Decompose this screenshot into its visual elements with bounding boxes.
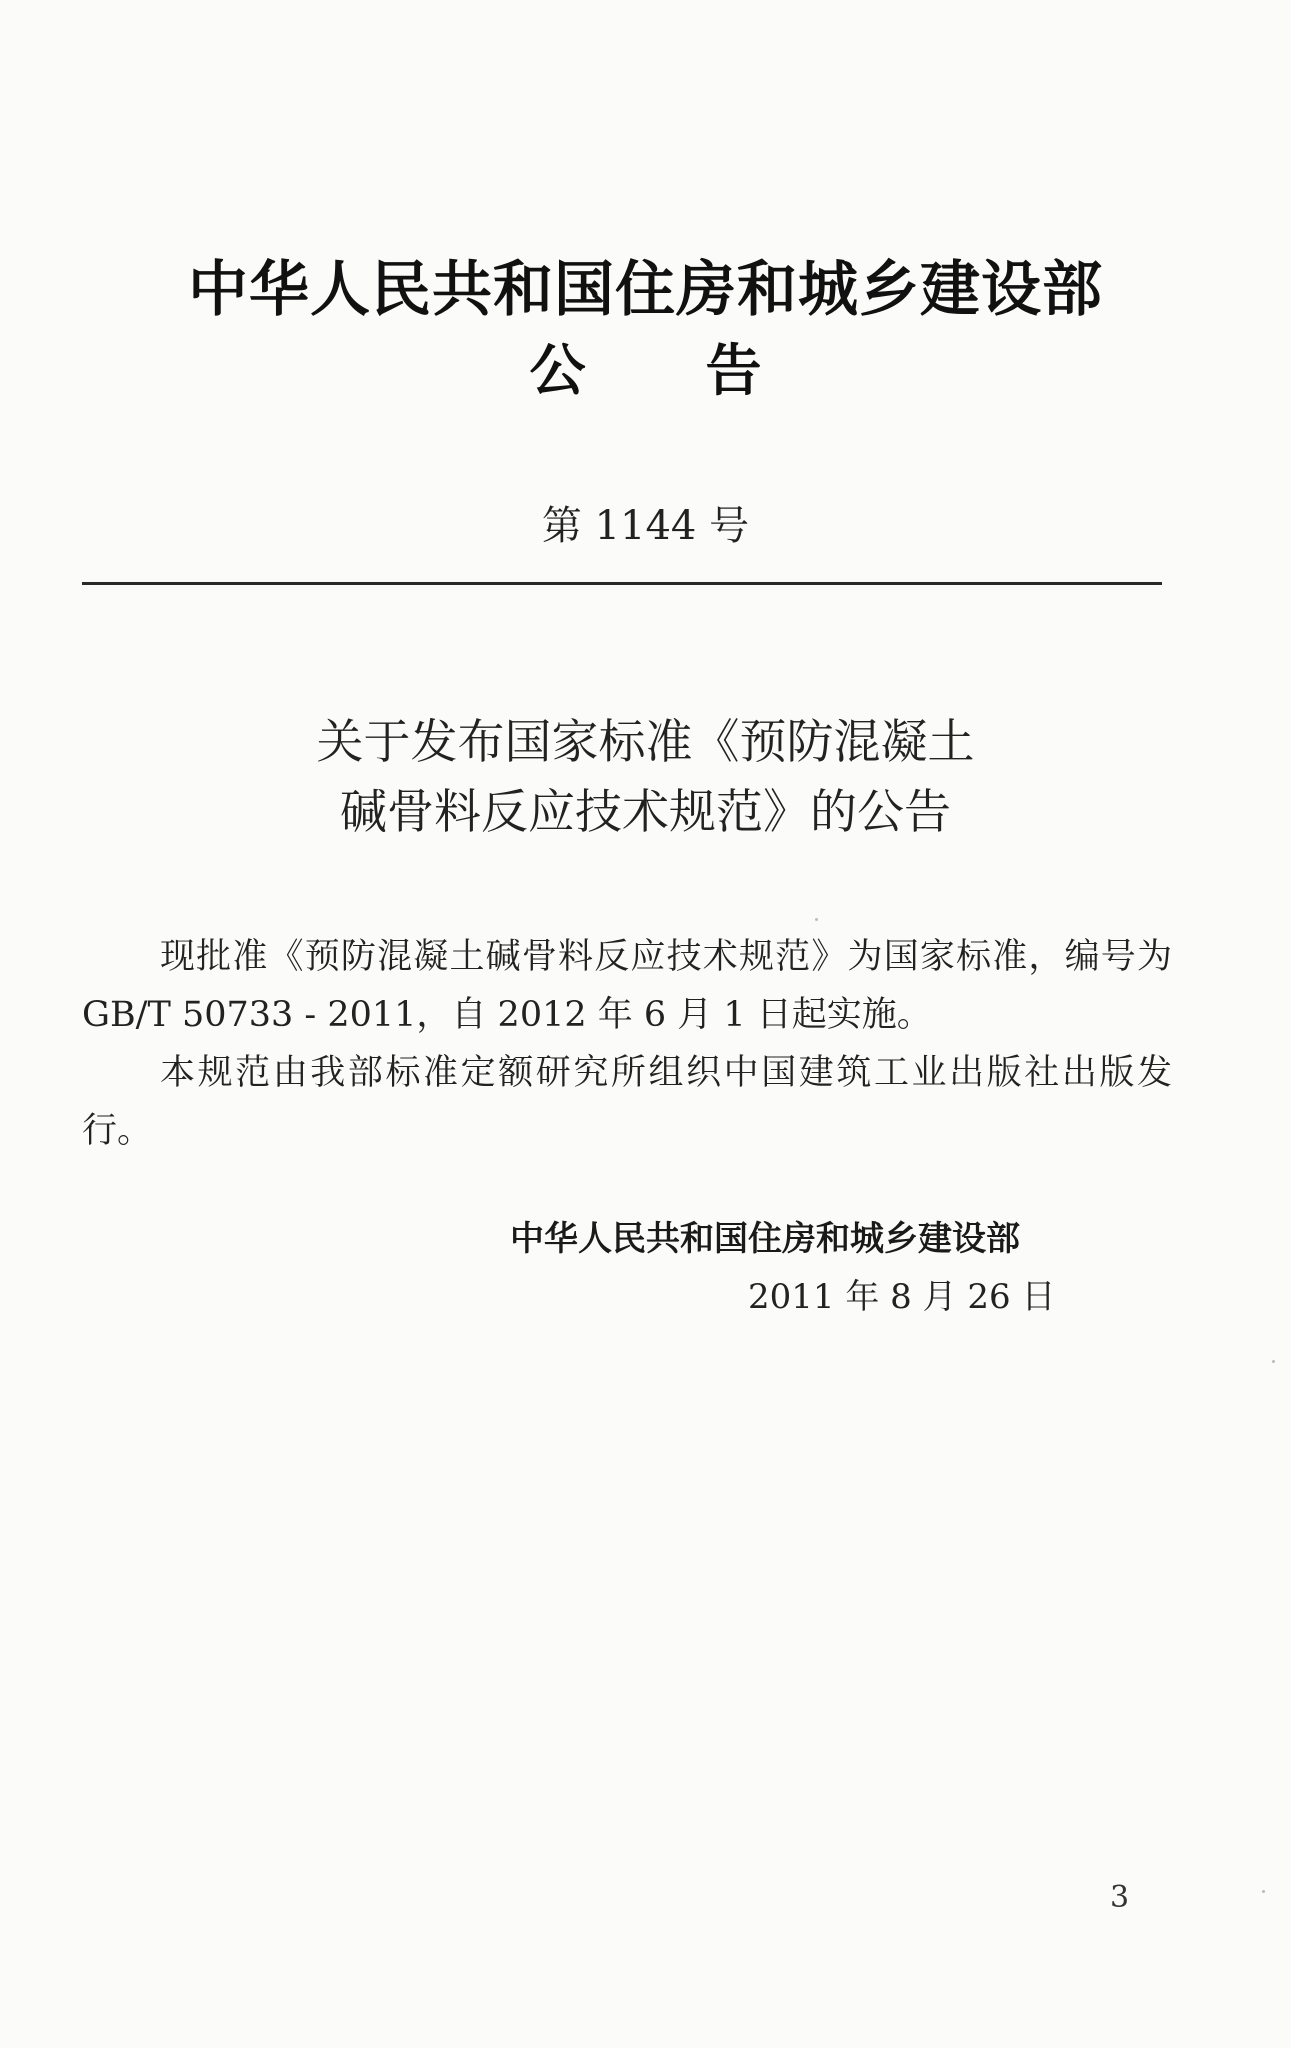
document-title-line-1: 关于发布国家标准《预防混凝土 <box>316 715 975 770</box>
notice-heading: 公告 <box>529 339 882 404</box>
page-number: 3 <box>1110 1880 1130 1915</box>
scan-speck <box>815 918 818 921</box>
signature-date: 2011 年 8 月 26 日 <box>748 1277 1056 1317</box>
announcement-number: 第 1144 号 <box>541 503 750 549</box>
body-paragraph-publication: 本规范由我部标准定额研究所组织中国建筑工业出版社出版发行。 <box>82 1053 1172 1151</box>
horizontal-rule <box>82 582 1162 585</box>
scan-speck <box>1262 1890 1265 1893</box>
signature-organization: 中华人民共和国住房和城乡建设部 <box>510 1219 1020 1259</box>
scan-speck <box>1272 1360 1275 1363</box>
document-title-line-2: 碱骨料反应技术规范》的公告 <box>340 785 951 840</box>
body-paragraph-approval: 现批准《预防混凝土碱骨料反应技术规范》为国家标准，编号为 GB/T 50733 - 2011，自 2012 年 6 月 1 日起实施。 <box>82 937 1172 1035</box>
ministry-title: 中华人民共和国住房和城乡建设部 <box>188 255 1103 325</box>
